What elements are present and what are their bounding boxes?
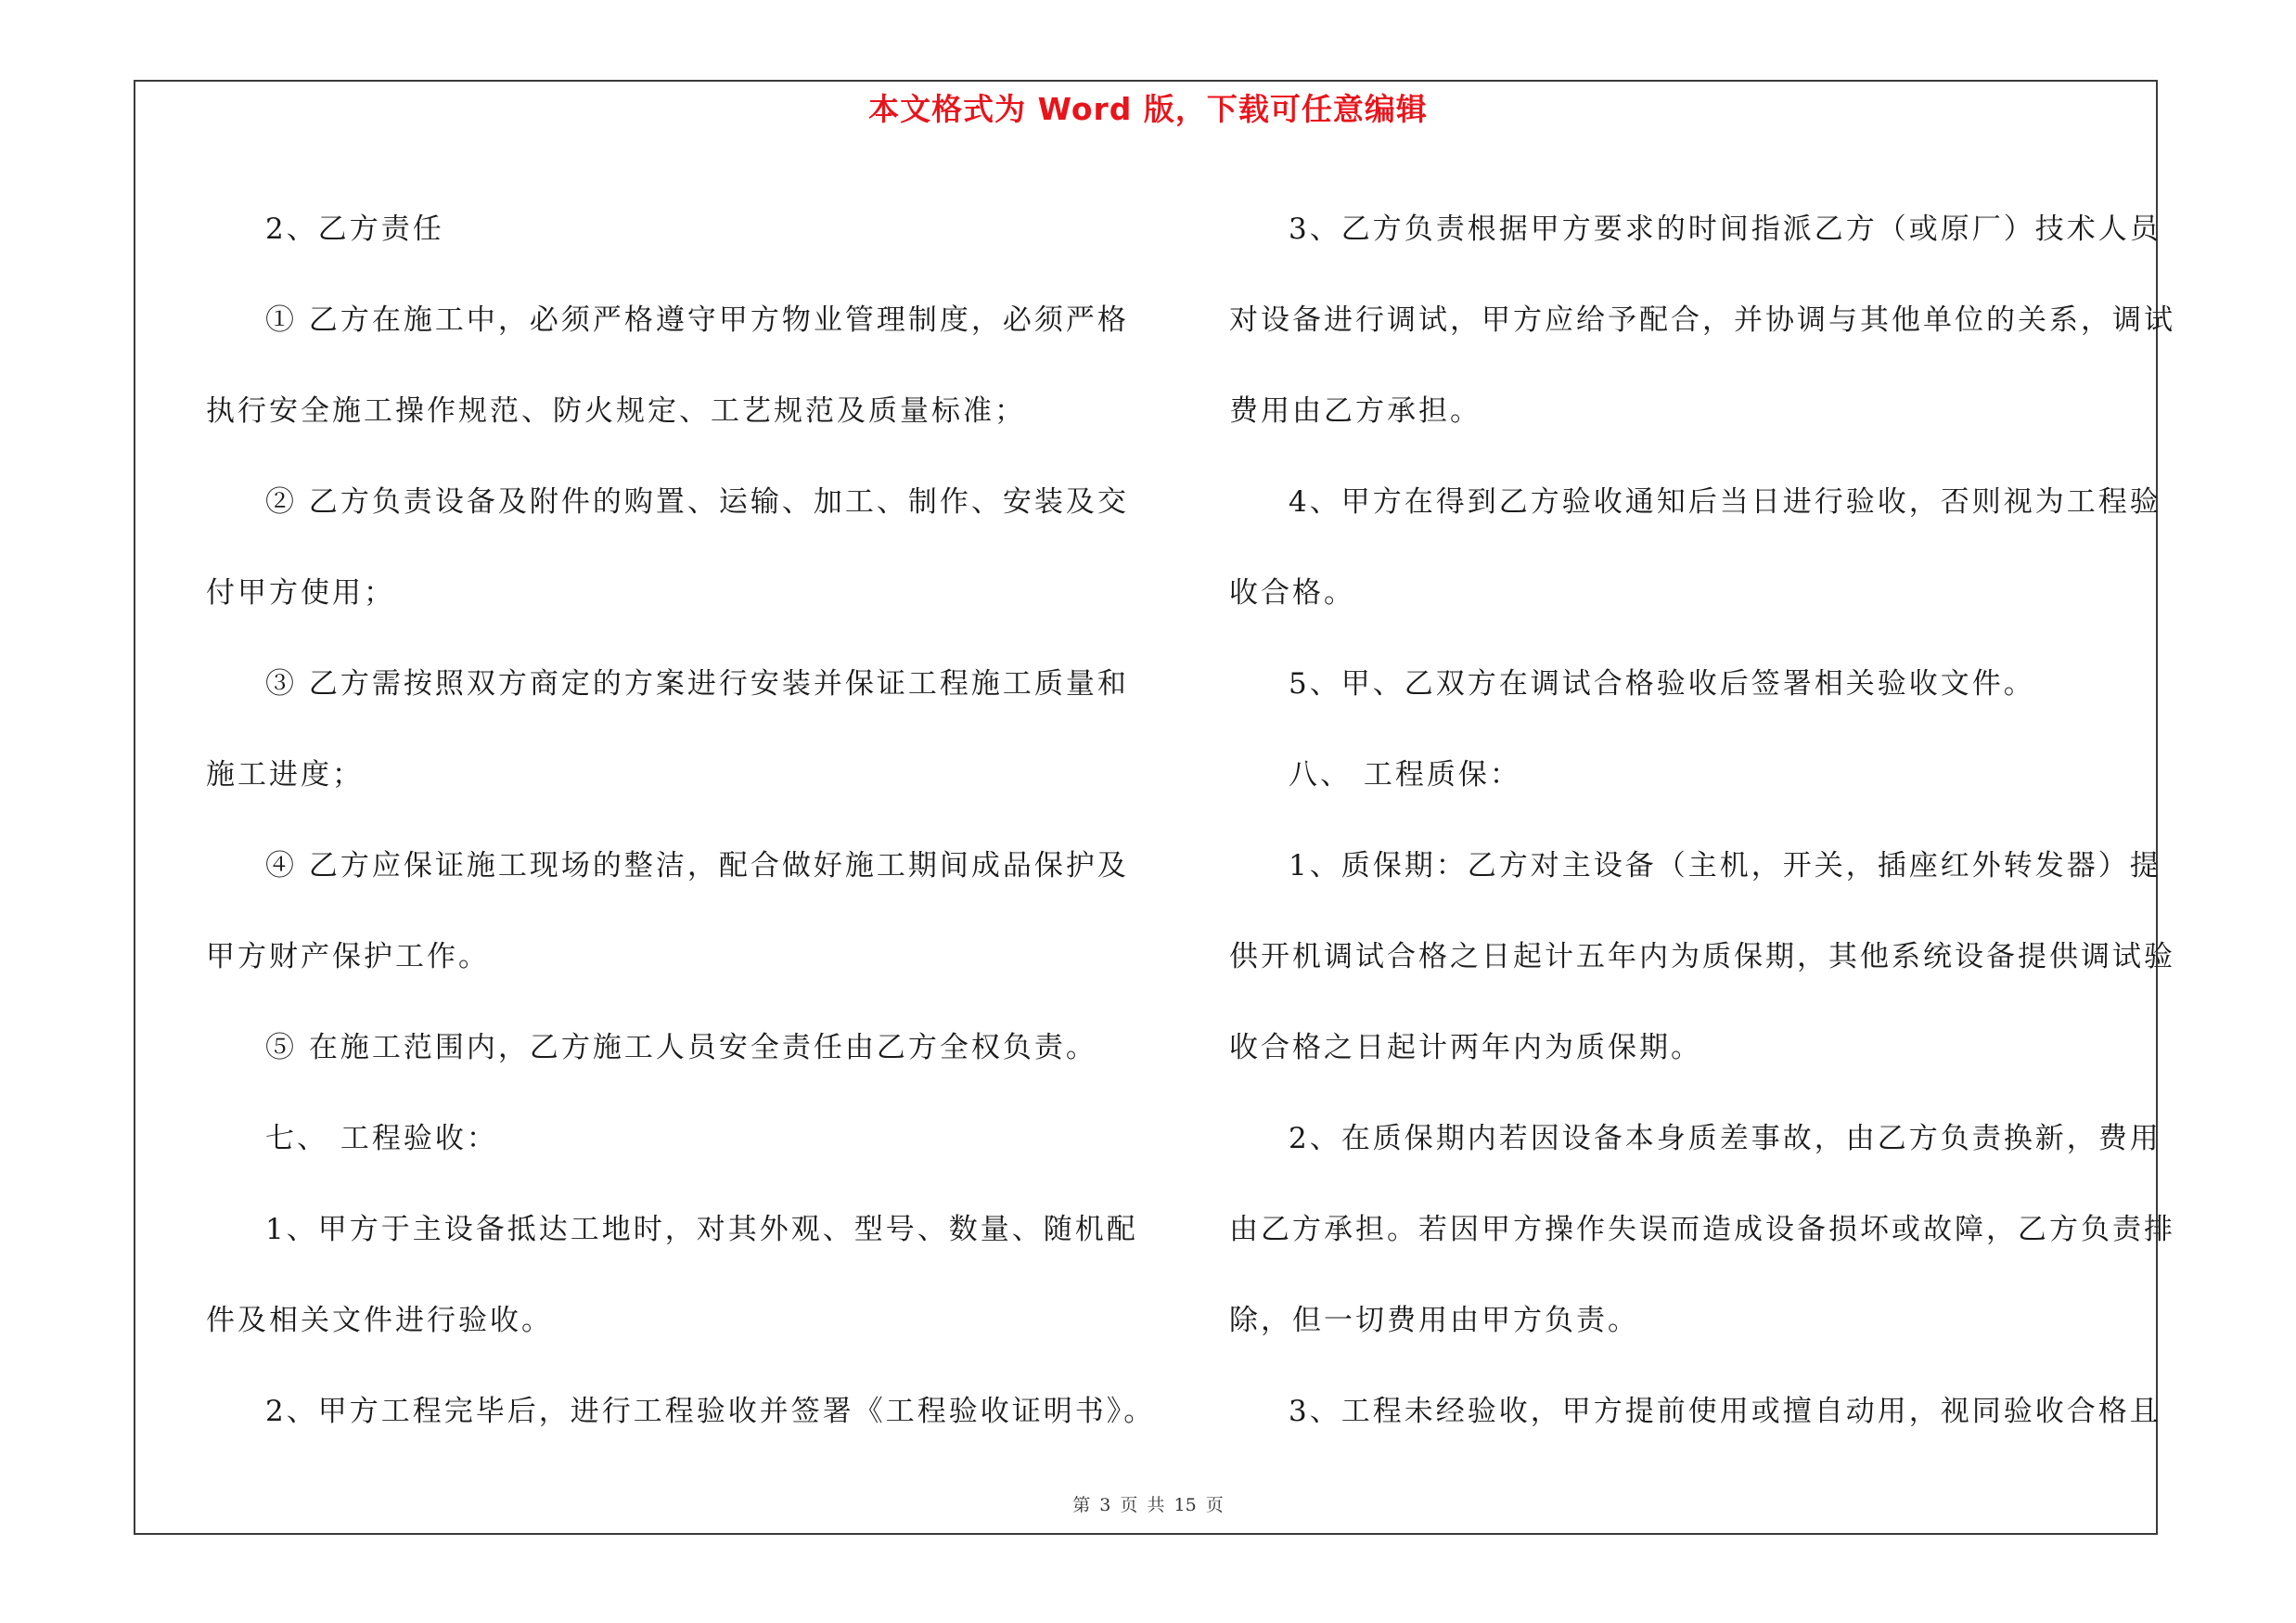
footer-middle: 页 共: [1120, 1495, 1165, 1515]
paragraph-line: 1、质保期：乙方对主设备（主机，开关，插座红外转发器）提: [1289, 849, 2161, 882]
page-number-footer: [0, 1493, 2296, 1517]
total-page-count: 15: [1174, 1495, 1197, 1515]
paragraph-line: 4、甲方在得到乙方验收通知后当日进行验收，否则视为工程验: [1289, 485, 2161, 519]
paragraph-line: 施工进度；: [206, 758, 364, 792]
footer-suffix: 页: [1205, 1495, 1224, 1515]
paragraph-line: 2、甲方工程完毕后，进行工程验收并签署《工程验收证明书》。: [265, 1395, 1156, 1428]
paragraph-line: 执行安全施工操作规范、防火规定、工艺规范及质量标准；: [206, 394, 1026, 428]
paragraph-line: 除，但一切费用由甲方负责。: [1229, 1304, 1639, 1337]
paragraph-line: 付甲方使用；: [206, 576, 395, 610]
paragraph-line: ⑤ 在施工范围内，乙方施工人员安全责任由乙方全权负责。: [265, 1031, 1097, 1064]
paragraph-line: 3、工程未经验收，甲方提前使用或擅自动用，视同验收合格且: [1289, 1395, 2161, 1428]
paragraph-line: ① 乙方在施工中，必须严格遵守甲方物业管理制度，必须严格: [265, 303, 1129, 337]
paragraph-line: 2、在质保期内若因设备本身质差事故，由乙方负责换新，费用: [1289, 1122, 2161, 1155]
current-page-number: 3: [1099, 1495, 1111, 1515]
paragraph-line: 对设备进行调试，甲方应给予配合，并协调与其他单位的关系，调试: [1229, 303, 2175, 337]
paragraph-line: 3、乙方负责根据甲方要求的时间指派乙方（或原厂）技术人员: [1289, 213, 2161, 246]
paragraph-line: 供开机调试合格之日起计五年内为质保期，其他系统设备提供调试验: [1229, 940, 2175, 973]
paragraph-line: 1、甲方于主设备抵达工地时，对其外观、型号、数量、随机配: [265, 1213, 1138, 1246]
left-column: [206, 184, 1156, 1457]
paragraph-line: ③ 乙方需按照双方商定的方案进行安装并保证工程施工质量和: [265, 667, 1129, 701]
paragraph-line: 甲方财产保护工作。: [206, 940, 490, 973]
paragraph-line: ② 乙方负责设备及附件的购置、运输、加工、制作、安装及交: [265, 485, 1129, 519]
paragraph-line: 2、乙方责任: [265, 213, 444, 246]
right-column: [1229, 184, 2175, 1457]
paragraph-line: 5、甲、乙双方在调试合格验收后签署相关验收文件。: [1289, 667, 2035, 701]
paragraph-line: 费用由乙方承担。: [1229, 394, 1481, 428]
section-heading: 八、 工程质保：: [1289, 758, 1521, 792]
paragraph-line: 收合格之日起计两年内为质保期。: [1229, 1031, 1702, 1064]
paragraph-line: ④ 乙方应保证施工现场的整洁，配合做好施工期间成品保护及: [265, 849, 1129, 882]
paragraph-line: 收合格。: [1229, 576, 1355, 610]
format-banner: 本文格式为 Word 版，下载可任意编辑: [868, 91, 1428, 127]
paragraph-line: 件及相关文件进行验收。: [206, 1304, 553, 1337]
footer-prefix: 第: [1072, 1495, 1091, 1515]
paragraph-line: 由乙方承担。若因甲方操作失误而造成设备损坏或故障，乙方负责排: [1229, 1213, 2175, 1246]
section-heading: 七、 工程验收：: [265, 1122, 498, 1155]
